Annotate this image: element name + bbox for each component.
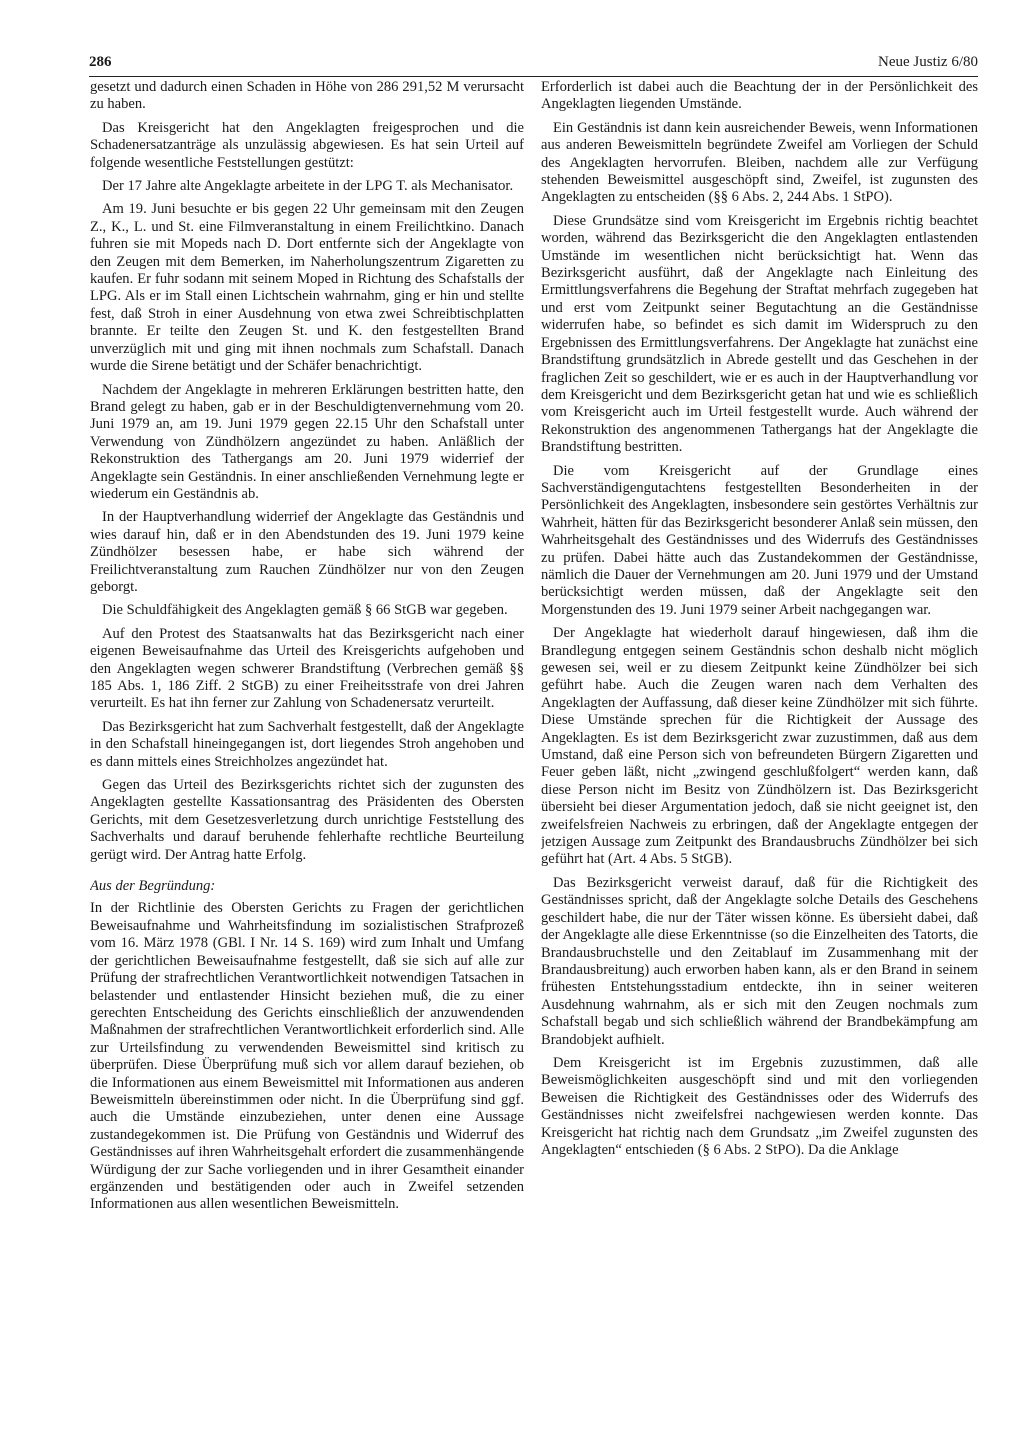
page-number: 286 (89, 54, 112, 70)
paragraph: Das Bezirksgericht verweist darauf, daß für die Richtigkeit des Geständnisses spricht, daß der Angeklagte solche Details des Geschehens geschildert habe, die nur der Täter wissen könne. Es übersieht dabei, daß der Angeklagte alle diese Erkenntnisse (so die Einzelheiten des Tatorts, die Brandausbruchstelle und den Zeitablauf im Zusammenhang mit der Brandausbreitung) auch erworben haben kann, als er den Brand in seinem frühesten Entstehungsstadium entdeckte, ihn in seiner weiteren Ausdehnung wahrnahm, als er sich mit den Zeugen nochmals zum Schafstall begab und sich schließlich während der Brandbekämpfung am Brandobjekt aufhielt. (541, 874, 978, 1048)
paragraph: Nachdem der Angeklagte in mehreren Erklärungen bestritten hatte, den Brand gelegt zu haben, gab er in der Beschuldigtenvernehmung vom 20. Juni 1979 an, am 19. Juni 1979 gegen 22.15 Uhr den Schafstall unter Verwendung von Zündhölzern angezündet zu haben. Anläßlich der Rekonstruktion des Tathergangs am 20. Juni 1979 widerrief der Angeklagte sein Geständnis. In einer anschließenden Vernehmung legte er wiederum ein Geständnis ab. (90, 381, 524, 502)
paragraph: Ein Geständnis ist dann kein ausreichender Beweis, wenn Informationen aus anderen Beweismitteln begründete Zweifel am Vorliegen der Schuld des Angeklagten hervorrufen. Bleiben, nachdem alle zur Verfügung stehenden Beweismittel ausgeschöpft sind, Zweifel, ist zugunsten des Angeklagten zu entscheiden (§§ 6 Abs. 2, 244 Abs. 1 StPO). (541, 119, 978, 206)
paragraph: Der 17 Jahre alte Angeklagte arbeitete in der LPG T. als Mechanisator. (102, 178, 514, 195)
page-header (89, 52, 978, 77)
paragraph: In der Hauptverhandlung widerrief der Angeklagte das Geständnis und wies darauf hin, daß er in den Abendstunden des 19. Juni 1979 keine Zündhölzer besessen habe, er habe sich während der Freilichtveranstaltung zum Rauchen Zündhölzer nur von den Zeugen geborgt. (90, 509, 524, 595)
journal-title: Neue Justiz 6/80 (878, 54, 978, 70)
paragraph: Gegen das Urteil des Bezirksgerichts richtet sich der zugunsten des Angeklagten gestellte Kassationsantrag des Präsidenten des Obersten Gerichts, mit dem Gesetzesverletzung durch unrichtige Feststellung des Sachverhalts und darauf beruhende fehlerhafte rechtliche Beurteilung gerügt wird. Der Antrag hatte Erfolg. (90, 777, 524, 863)
paragraph: gesetzt und dadurch einen Schaden in Höhe von 286 291,52 M verursacht zu haben. (90, 79, 524, 113)
paragraph: Diese Grundsätze sind vom Kreisgericht im Ergebnis richtig beachtet worden, während das Bezirksgericht die den Angeklagten entlastenden Umstände im wesentlichen nicht berücksichtigt hat. Wenn das Bezirksgericht ausführt, daß der Angeklagte nach Einleitung des Ermittlungsverfahrens die Begehung der Straftat mehrfach zugegeben hat und erst vom Zeitpunkt seiner Begutachtung an die Geständnisse widerrufen habe, so befindet es sich damit im Widerspruch zu den Ergebnissen des Ermittlungsverfahrens. Der Angeklagte hat zunächst eine Brandstiftung grundsätzlich in Abrede gestellt und das Geschehen in der fraglichen Zeit so geschildert, wie er es auch in der Hauptverhandlung vor dem Kreisgericht und dem Bezirksgericht getan hat und wie es schließlich vom Kreisgericht auch im Urteil festgestellt wurde. Auch während der Rekonstruktion des angenommenen Tathergangs hat der Angeklagte die Brandstiftung bestritten. (541, 212, 978, 456)
section-subheading: Aus der Begründung: (90, 878, 216, 895)
paragraph: Auf den Protest des Staatsanwalts hat das Bezirksgericht nach einer eigenen Beweisaufnahme das Urteil des Kreisgerichts aufgehoben und den Angeklagten wegen schwerer Brandstiftung (Verbrechen gemäß §§ 185 Abs. 1, 186 Ziff. 2 StGB) zu einer Freiheitsstrafe von drei Jahren verurteilt. Es hat ihn ferner zur Zahlung von Schadenersatz verurteilt. (90, 625, 524, 712)
paragraph: Die Schuldfähigkeit des Angeklagten gemäß § 66 StGB war gegeben. (102, 602, 508, 619)
paragraph: Das Kreisgericht hat den Angeklagten freigesprochen und die Schadenersatzanträge als unzulässig abgewiesen. Es hat sein Urteil auf folgende wesentliche Feststellungen gestützt: (90, 119, 524, 171)
right-column (541, 79, 978, 1434)
paragraph: Das Bezirksgericht hat zum Sachverhalt festgestellt, daß der Angeklagte in den Schafstall hineingegangen ist, dort liegendes Stroh angehoben und es dann mittels eines Streichholzes angezündet hat. (90, 718, 524, 770)
paragraph: Am 19. Juni besuchte er bis gegen 22 Uhr gemeinsam mit den Zeugen Z., K., L. und St. eine Filmveranstaltung in einem Freilichtkino. Danach fuhren sie mit Mopeds nach D. Dort entfernte sich der Angeklagte von den Zeugen mit dem Bemerken, im Naherholungszentrum Zigaretten zu kaufen. Er fuhr sodann mit seinem Moped in Richtung des Schafstalls der LPG. Als er im Stall einen Lichtschein wahrnahm, ging er hin und stellte fest, daß Stroh in einer Ausdehnung von etwa zwei Schreibtischplatten brannte. Er teilte den Zeugen St. und K. den festgestellten Brand unverzüglich mit und ging mit ihnen nochmals zum Schafstall. Danach wurde die Sirene betätigt und der Schäfer benachrichtigt. (90, 201, 524, 375)
left-column (90, 79, 524, 1434)
paragraph: Die vom Kreisgericht auf der Grundlage eines Sachverständigengutachtens festgestellten Besonderheiten in der Persönlichkeit des Angeklagten, insbesondere sein gestörtes Verhältnis zur Wahrheit, hätten für das Bezirksgericht besonderer Anlaß sein müssen, den Wahrheitsgehalt des Geständnisses und des Widerrufs des Geständnisses zu prüfen. Dabei hätte auch das Zustandekommen der Geständnisse, nämlich die Dauer der Vernehmungen am 20. Juni 1979 und der Umstand berücksichtigt werden müssen, daß der Angeklagte seit den Morgenstunden des 19. Juni 1979 seiner Arbeit nachgegangen war. (541, 462, 978, 618)
paragraph: Erforderlich ist dabei auch die Beachtung der in der Persönlichkeit des Angeklagten liegenden Umstände. (541, 79, 978, 113)
paragraph: In der Richtlinie des Obersten Gerichts zu Fragen der gerichtlichen Beweisaufnahme und Wahrheitsfindung im sozialistischen Strafprozeß vom 16. März 1978 (GBl. I Nr. 14 S. 169) wird zum Inhalt und Umfang der gerichtlichen Beweisaufnahme festgestellt, daß sie sich auf alle zur Prüfung der strafrechtlichen Verantwortlichkeit notwendigen Tatsachen in belastender und entlastender Hinsicht beziehen muß, die zu einer gerechten Entscheidung des Gerichts einschließlich der anzuwendenden Maßnahmen der strafrechtlichen Verantwortlichkeit erforderlich sind. Alle zur Urteilsfindung zu verwendenden Beweismittel sind kritisch zu überprüfen. Diese Überprüfung muß sich vor allem darauf beziehen, ob die Informationen aus einem Beweismittel mit Informationen aus anderen Beweismitteln übereinstimmen oder nicht. In die Überprüfung sind ggf. auch die Umstände einzubeziehen, unter denen eine Aussage zustandegekommen ist. Die Prüfung von Geständnis und Widerruf des Geständnisses auf ihren Wahrheitsgehalt erfordert die zusammenhängende Würdigung der zur Sache vorliegenden und in ihrer Gesamtheit einander ergänzenden und bestätigenden oder auch in Zweifel setzenden Informationen aus allen wesentlichen Beweismitteln. (90, 900, 524, 1213)
paragraph: Der Angeklagte hat wiederholt darauf hingewiesen, daß ihm die Brandlegung entgegen seinem Geständnis schon deshalb nicht möglich gewesen sei, weil er zu diesem Zeitpunkt keine Zündhölzer bei sich geführt habe. Auch die Zeugen waren nach dem Verhalten des Angeklagten der Auffassung, daß dieser keine Zündhölzer mit sich führte. Diese Umstände sprechen für die Richtigkeit der Aussage des Angeklagten. Es ist dem Bezirksgericht zwar zuzustimmen, daß aus dem Umstand, daß eine Person sich von befreundeten Bürgern Zigaretten und Feuer geben läßt, nicht „zwingend geschlußfolgert“ werden kann, daß diese Person nicht im Besitz von Zündhölzern ist. Das Bezirksgericht übersieht bei dieser Argumentation jedoch, daß sie nicht geeignet ist, den zweifelsfreien Nachweis zu erbringen, daß der Angeklagte entgegen der jetzigen Aussage zum Zeitpunkt des Brandausbruchs Zündhölzer bei sich geführt hat (Art. 4 Abs. 5 StGB). (541, 625, 978, 868)
paragraph: Dem Kreisgericht ist im Ergebnis zuzustimmen, daß alle Beweismöglichkeiten ausgeschöpft sind und mit den vorliegenden Beweisen die Richtigkeit des Geständnisses oder des Widerrufs des Geständnisses nicht zweifelsfrei nachgewiesen werden konnte. Das Kreisgericht hat richtig nach dem Grundsatz „im Zweifel zugunsten des Angeklagten“ entschieden (§ 6 Abs. 2 StPO). Da die Anklage (541, 1054, 978, 1158)
